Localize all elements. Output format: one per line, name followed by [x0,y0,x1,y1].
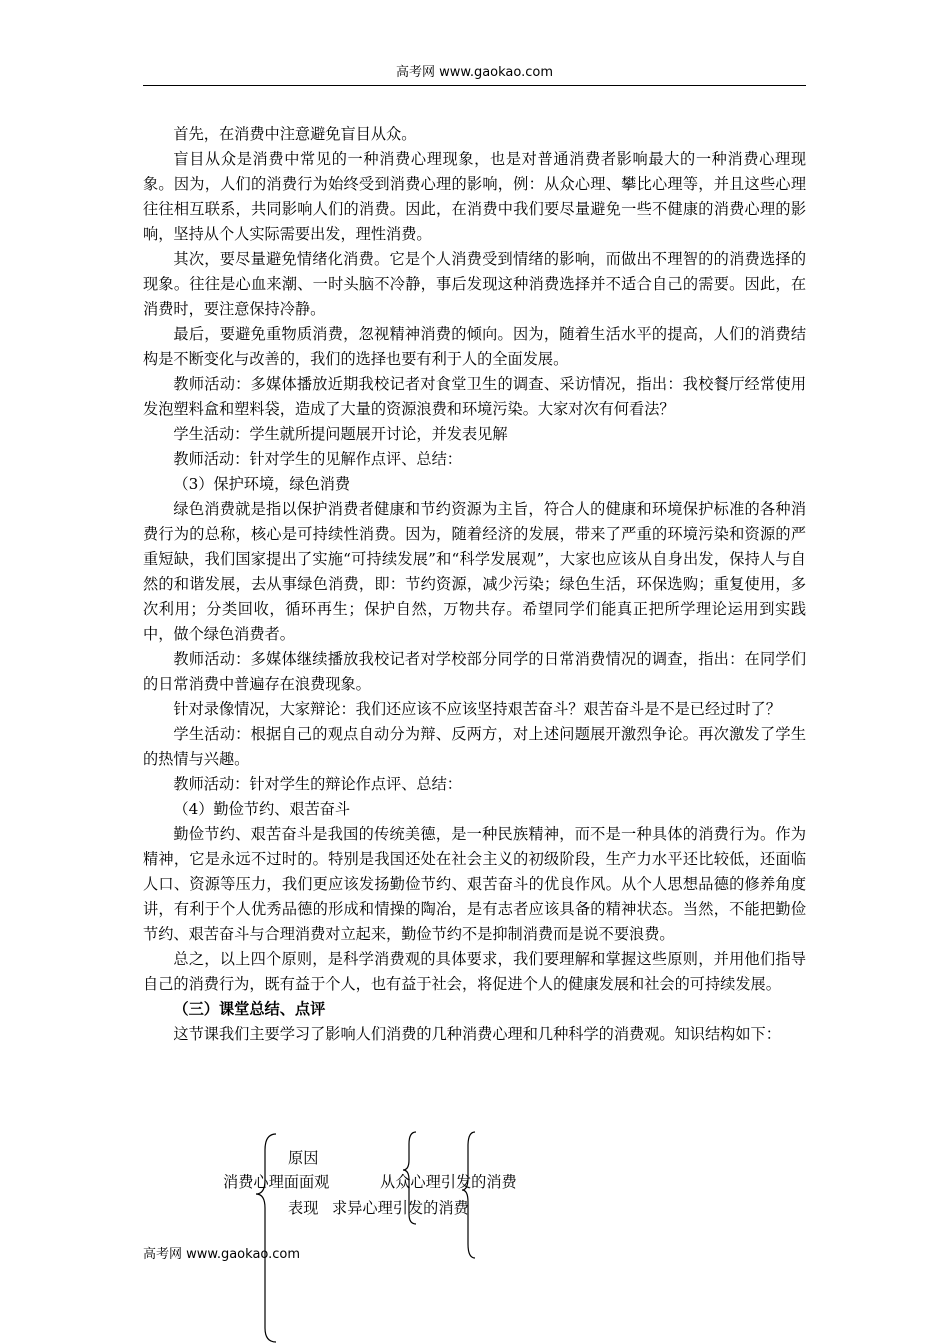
diagram-show: 表现 [288,1199,319,1217]
paragraph: 勤俭节约、艰苦奋斗是我国的传统美德，是一种民族精神，而不是一种具体的消费行为。作为精神，它是永远不过时的。特别是我国还处在社会主义的初级阶段，生产力水平还比较低，还面临人口、资源等压力，我们更应该发扬勤俭节约、艰苦奋斗的优良作风。从个人思想品德的修养角度讲，有利于个人优秀品德的形成和情操的陶冶，是有志者应该具备的精神状态。当然，不能把勤俭节约、艰苦奋斗与合理消费对立起来，勤俭节约不是抑制消费而是说不要浪费。 [143,825,806,943]
diagram-main-topic: 消费心理面面观 [223,1173,330,1191]
paragraph: 总之，以上四个原则，是科学消费观的具体要求，我们要理解和掌握这些原则，并用他们指导自己的消费行为，既有益于个人，也有益于社会，将促进个人的健康发展和社会的可持续发展。 [143,950,806,993]
main-brace [256,1134,276,1342]
paragraph: 最后，要避免重物质消费，忽视精神消费的倾向。因为，随着生活水平的提高，人们的消费结构是不断变化与改善的，我们的选择也要有利于人的全面发展。 [143,325,806,368]
paragraph: 教师活动：多媒体继续播放我校记者对学校部分同学的日常消费情况的调查，指出：在同学们的日常消费中普遍存在浪费现象。 [143,650,806,693]
section-heading: （三）课堂总结、点评 [173,1000,326,1018]
paragraph: 针对录像情况，大家辩论：我们还应该不应该坚持艰苦奋斗？艰苦奋斗是不是已经过时了？ [173,700,781,718]
paragraph: 首先，在消费中注意避免盲目从众。 [173,125,417,143]
paragraph: 学生活动：学生就所提问题展开讨论，并发表见解 [173,425,508,443]
document-body [143,122,806,1047]
diagram-reason: 原因 [288,1149,319,1167]
paragraph: （3）保护环境，绿色消费 [173,475,351,493]
paragraph: （4）勤俭节约、艰苦奋斗 [173,800,351,818]
right-brace [462,1132,475,1258]
diagram-novelty-consumption: 求异心理引发的消费 [332,1199,469,1217]
knowledge-structure-diagram [143,1128,806,1344]
page-header: 高考网 www.gaokao.com [395,65,554,80]
paragraph: 教师活动：针对学生的辩论作点评、总结： [173,775,462,793]
paragraph: 盲目从众是消费中常见的一种消费心理现象，也是对普通消费者影响最大的一种消费心理现象。因为，人们的消费行为始终受到消费心理的影响，例：从众心理、攀比心理等，并且这些心理往往相互联系，共同影响人们的消费。因此，在消费中我们要尽量避免一些不健康的消费心理的影响，坚持从个人实际需要出发，理性消费。 [143,150,806,243]
paragraph: 学生活动：根据自己的观点自动分为辩、反两方，对上述问题展开激烈争论。再次激发了学生的热情与兴趣。 [143,725,806,768]
paragraph: 绿色消费就是指以保护消费者健康和节约资源为主旨，符合人的健康和环境保护标准的各种消费行为的总称，核心是可持续性消费。因为，随着经济的发展，带来了严重的环境污染和资源的严重短缺，我们国家提出了实施“可持续发展”和“科学发展观”，大家也应该从自身出发，保持人与自然的和谐发展，去从事绿色消费，即：节约资源，减少污染；绿色生活，环保选购；重复使用，多次利用；分类回收，循环再生；保护自然，万物共存。希望同学们能真正把所学理论运用到实践中，做个绿色消费者。 [143,500,806,643]
header-rule [143,85,806,86]
diagram-herd-consumption: 从众心理引发的消费 [380,1173,517,1191]
paragraph: 其次，要尽量避免情绪化消费。它是个人消费受到情绪的影响，而做出不理智的的消费选择的现象。往往是心血来潮、一时头脑不冷静，事后发现这种消费选择并不适合自己的需要。因此，在消费时，要注意保持冷静。 [143,250,806,318]
paragraph: 教师活动：多媒体播放近期我校记者对食堂卫生的调查、采访情况，指出：我校餐厅经常使用发泡塑料盒和塑料袋，造成了大量的资源浪费和环境污染。大家对次有何看法？ [143,375,806,418]
paragraph: 教师活动：针对学生的见解作点评、总结： [173,450,462,468]
diagram-braces [143,1128,806,1344]
page-footer: 高考网 www.gaokao.com [143,1247,301,1262]
paragraph: 这节课我们主要学习了影响人们消费的几种消费心理和几种科学的消费观。知识结构如下： [173,1025,781,1043]
